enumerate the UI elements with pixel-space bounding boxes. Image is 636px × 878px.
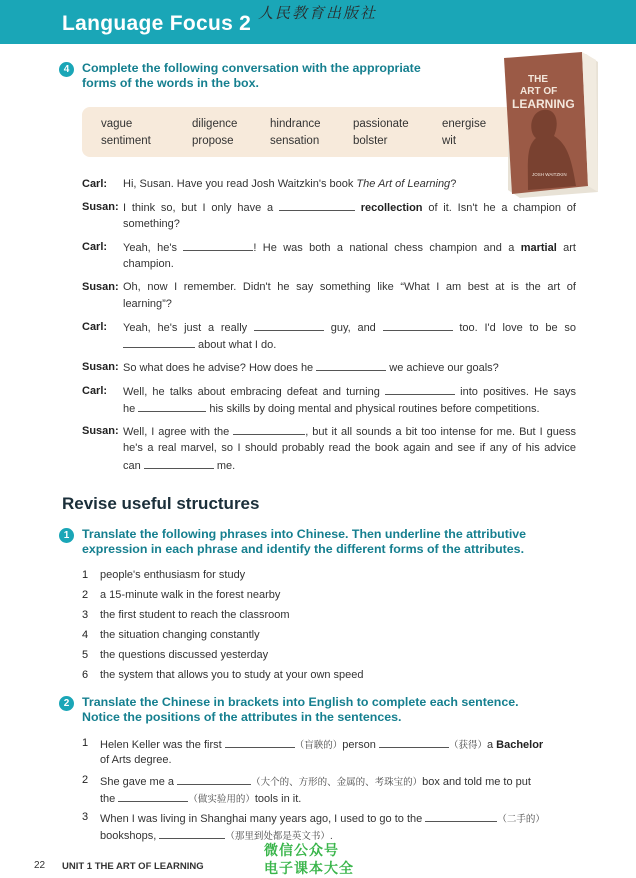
speaker-label: Carl: [82, 241, 108, 253]
book-illustration [498, 52, 602, 198]
watermark-text: 微信公众号 [264, 843, 339, 859]
dialogue-line: So what does he advise? How does he we achieve our goals? [123, 362, 499, 374]
speaker-label: Carl: [82, 178, 108, 190]
answer-blank[interactable] [254, 321, 324, 331]
sentence-item: the （做实验用的）tools in it. [100, 793, 302, 805]
answer-blank[interactable] [316, 361, 386, 371]
item-number: 3 [82, 609, 89, 621]
item-number: 3 [82, 811, 89, 823]
item-number: 1 [82, 737, 89, 749]
book-title: THE [528, 74, 548, 85]
exercise-number: 4 [59, 62, 74, 77]
answer-blank[interactable] [144, 459, 214, 469]
dialogue-line: I think so, but I only have a recollection of it. Isn't he a champion of [123, 202, 576, 214]
phrase-item: the situation changing constantly [100, 629, 260, 641]
answer-blank[interactable] [425, 812, 497, 822]
dialogue-line: something? [123, 218, 180, 230]
word: diligence [192, 118, 238, 130]
item-number: 4 [82, 629, 89, 641]
word: hindrance [270, 118, 321, 130]
phrase-item: a 15-minute walk in the forest nearby [100, 589, 281, 601]
section-title: Revise useful structures [62, 494, 260, 513]
dialogue-line: he's a real marvel, so I should probably read the book again and see if any of his advice [123, 442, 576, 454]
answer-blank[interactable] [379, 738, 449, 748]
speaker-label: Susan: [82, 425, 119, 437]
word: sentiment [101, 135, 151, 147]
exercise-number: 2 [59, 696, 74, 711]
dialogue-line: Well, he talks about embracing defeat and turning into positives. He says [123, 386, 576, 398]
book-author: JOSH WAITZKIN [532, 172, 567, 177]
answer-blank[interactable] [138, 402, 206, 412]
answer-blank[interactable] [225, 738, 295, 748]
dialogue-line: about what I do. [123, 338, 576, 351]
word: bolster [353, 135, 388, 147]
phrase-item: the system that allows you to study at your own speed [100, 669, 364, 681]
exercise-instruction: Translate the following phrases into Chinese. Then underline the attributive expression in each phrase and identify the different forms of the attributes. [82, 527, 527, 556]
dialogue-line: he his skills by doing mental and physical routines before competitions. [123, 403, 540, 415]
item-number: 2 [82, 774, 89, 786]
watermark-text: 电子课本大全 [264, 861, 354, 877]
answer-blank[interactable] [183, 241, 253, 251]
answer-blank[interactable] [123, 338, 195, 348]
speaker-label: Susan: [82, 281, 119, 293]
answer-blank[interactable] [118, 792, 188, 802]
dialogue-line: learning”? [123, 298, 172, 310]
dialogue-line: can me. [123, 460, 236, 472]
answer-blank[interactable] [383, 321, 453, 331]
speaker-label: Carl: [82, 385, 108, 397]
phrase-item: the first student to reach the classroom [100, 609, 290, 621]
sentence-item: of Arts degree. [100, 754, 172, 766]
answer-blank[interactable] [177, 775, 251, 785]
dialogue-line: Yeah, he's just a really guy, and too. I'd love to be so [123, 322, 577, 334]
exercise-instruction: Complete the following conversation with the appropriate forms of the words in the box. [82, 61, 421, 90]
answer-blank[interactable] [159, 829, 225, 839]
page-number: 22 [34, 860, 46, 871]
sentence-item: When I was living in Shanghai many years ago, I used to go to the （二手的） [100, 813, 545, 825]
answer-blank[interactable] [233, 425, 305, 435]
dialogue-line: Oh, now I remember. Didn't he say something like “What I am best at is the art of [123, 281, 576, 293]
unit-label: UNIT 1 THE ART OF LEARNING [62, 861, 204, 872]
phrase-item: the questions discussed yesterday [100, 649, 269, 661]
word-box [82, 107, 530, 157]
word: vague [101, 118, 133, 130]
dialogue-line: Yeah, he's ! He was both a national chess champion and a martial art [123, 242, 576, 254]
sentence-item: bookshops, （那里到处都是英文书）. [100, 830, 333, 842]
exercise-number: 1 [59, 528, 74, 543]
dialogue-line: Hi, Susan. Have you read Josh Waitzkin's book The Art of Learning? [123, 178, 457, 190]
word: sensation [270, 135, 320, 147]
item-number: 5 [82, 649, 89, 661]
book-title: LEARNING [512, 97, 575, 111]
speaker-label: Susan: [82, 201, 119, 213]
word: wit [442, 135, 457, 147]
item-number: 2 [82, 589, 89, 601]
item-number: 1 [82, 569, 89, 581]
dialogue-line: champion. [123, 258, 174, 270]
item-number: 6 [82, 669, 89, 681]
exercise-instruction: Translate the Chinese in brackets into English to complete each sentence. Notice the positions of the attributes in the sentences. [82, 695, 519, 724]
answer-blank[interactable] [385, 385, 455, 395]
sentence-item: Helen Keller was the first （盲聗的）person （获得）a Bachelor [100, 739, 544, 751]
page-title: Language Focus 2 [62, 12, 252, 35]
speaker-label: Susan: [82, 361, 119, 373]
sentence-item: She gave me a （大个的、方形的、金属的、考珠宝的）box and told me to put [100, 776, 531, 788]
book-title: ART OF [520, 86, 558, 97]
publisher-logo: 人民教育出版社 [258, 4, 378, 22]
answer-blank[interactable] [279, 201, 355, 211]
word: passionate [353, 118, 409, 130]
dialogue-line: Well, I agree with the , but it all sounds a bit too intense for me. But I guess [123, 426, 576, 438]
speaker-label: Carl: [82, 321, 108, 333]
phrase-item: people's enthusiasm for study [100, 569, 246, 581]
word: propose [192, 135, 234, 147]
word: energise [442, 118, 487, 130]
